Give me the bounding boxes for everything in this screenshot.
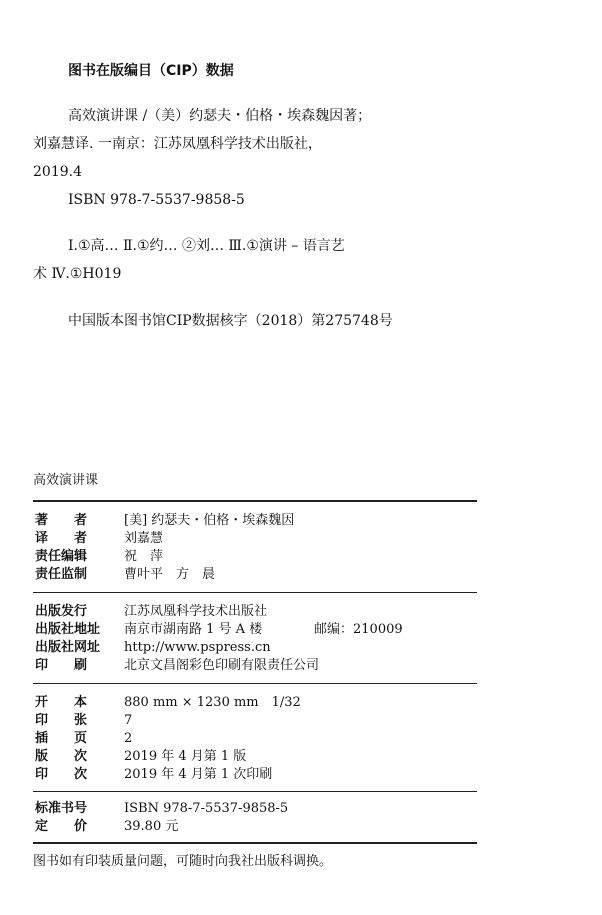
value-website: http://www.pspress.cn <box>124 640 271 655</box>
rule-1 <box>33 592 477 593</box>
value-postcode: 邮编：210009 <box>314 622 403 637</box>
value-supervisor: 曹叶平 方 晨 <box>124 567 216 582</box>
label-printer: 印 刷 <box>35 658 88 673</box>
label-format: 开 本 <box>35 695 88 710</box>
quality-notice: 图书如有印装质量问题，可随时向我社出版科调换。 <box>33 854 333 869</box>
value-printer: 北京文昌阁彩色印刷有限责任公司 <box>124 658 320 673</box>
cip-classification-1: Ⅰ.①高… Ⅱ.①约… ②刘… Ⅲ.①演讲 – 语言艺 <box>68 238 345 254</box>
value-publisher: 江苏凤凰科学技术出版社 <box>124 604 268 619</box>
colophon-title: 高效演讲课 <box>33 473 99 488</box>
label-editor: 责任编辑 <box>35 549 88 564</box>
cip-heading: 图书在版编目（CIP）数据 <box>68 63 234 79</box>
label-address: 出版社地址 <box>35 622 101 637</box>
rule-3 <box>33 791 477 792</box>
value-translator: 刘嘉慧 <box>124 531 164 546</box>
cip-line-3: 2019.4 <box>33 164 82 180</box>
cip-record-number: 中国版本图书馆CIP数据核字（2018）第275748号 <box>68 313 393 329</box>
value-isbn: ISBN 978-7-5537-9858-5 <box>124 801 289 816</box>
cip-classification-2: 术 Ⅳ.①H019 <box>33 266 122 282</box>
label-isbn: 标准书号 <box>35 801 88 816</box>
label-edition: 版 次 <box>35 749 88 764</box>
value-editor: 祝 萍 <box>124 549 164 564</box>
rule-2 <box>33 683 477 684</box>
value-price: 39.80 元 <box>124 819 179 834</box>
label-author: 著 者 <box>35 513 88 528</box>
value-format: 880 mm × 1230 mm 1/32 <box>124 695 301 710</box>
label-printing: 印 次 <box>35 767 88 782</box>
label-website: 出版社网址 <box>35 640 101 655</box>
label-price: 定 价 <box>35 819 88 834</box>
value-inserts: 2 <box>124 731 133 746</box>
cip-line-2: 刘嘉慧译. 一南京：江苏凤凰科学技术出版社， <box>33 136 322 152</box>
cip-isbn: ISBN 978-7-5537-9858-5 <box>68 192 245 208</box>
rule-bottom <box>33 842 477 844</box>
label-sheets: 印 张 <box>35 713 88 728</box>
value-printing: 2019 年 4 月第 1 次印刷 <box>124 767 273 782</box>
value-edition: 2019 年 4 月第 1 版 <box>124 749 247 764</box>
rule-top <box>33 500 477 502</box>
value-author: [美] 约瑟夫・伯格・埃森魏因 <box>124 513 295 528</box>
value-sheets: 7 <box>124 713 133 728</box>
label-inserts: 插 页 <box>35 731 88 746</box>
label-translator: 译 者 <box>35 531 88 546</box>
value-address: 南京市湖南路 1 号 A 楼 <box>124 622 263 637</box>
label-publisher: 出版发行 <box>35 604 88 619</box>
label-supervisor: 责任监制 <box>35 567 88 582</box>
cip-line-1: 高效演讲课 /（美）约瑟夫・伯格・埃森魏因著； <box>68 108 372 124</box>
